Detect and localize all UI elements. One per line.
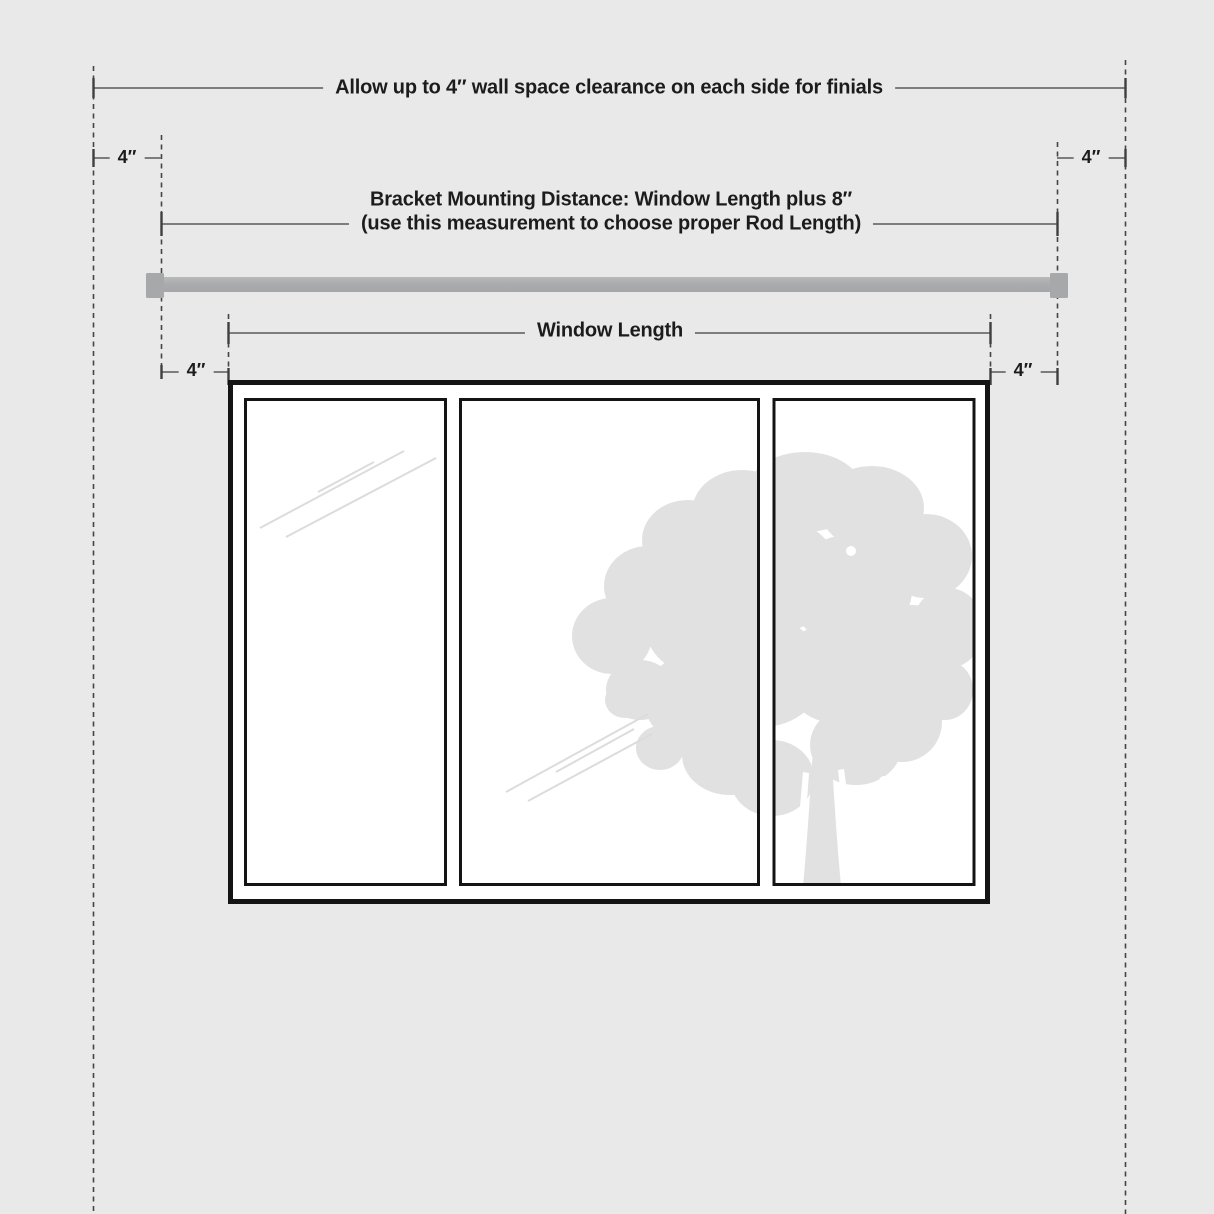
- clearance-4in-label-window-left: 4″: [179, 359, 214, 382]
- rod-length-note-label: (use this measurement to choose proper Rod Length): [349, 212, 873, 237]
- clearance-4in-label-window-right: 4″: [1006, 359, 1041, 382]
- rod-bracket-left: [146, 273, 164, 298]
- clearance-4in-label-top-left: 4″: [110, 146, 145, 169]
- rod-bracket-right: [1050, 273, 1068, 298]
- window: [231, 383, 988, 902]
- clearance-4in-label-top-right: 4″: [1074, 146, 1109, 169]
- rod-bar: [150, 277, 1066, 292]
- window-length-label: Window Length: [525, 319, 695, 344]
- bracket-distance-label: Bracket Mounting Distance: Window Length plus 8″: [369, 188, 853, 211]
- curtain-rod: [146, 273, 1068, 298]
- finial-clearance-label: Allow up to 4″ wall space clearance on each side for finials: [323, 76, 895, 101]
